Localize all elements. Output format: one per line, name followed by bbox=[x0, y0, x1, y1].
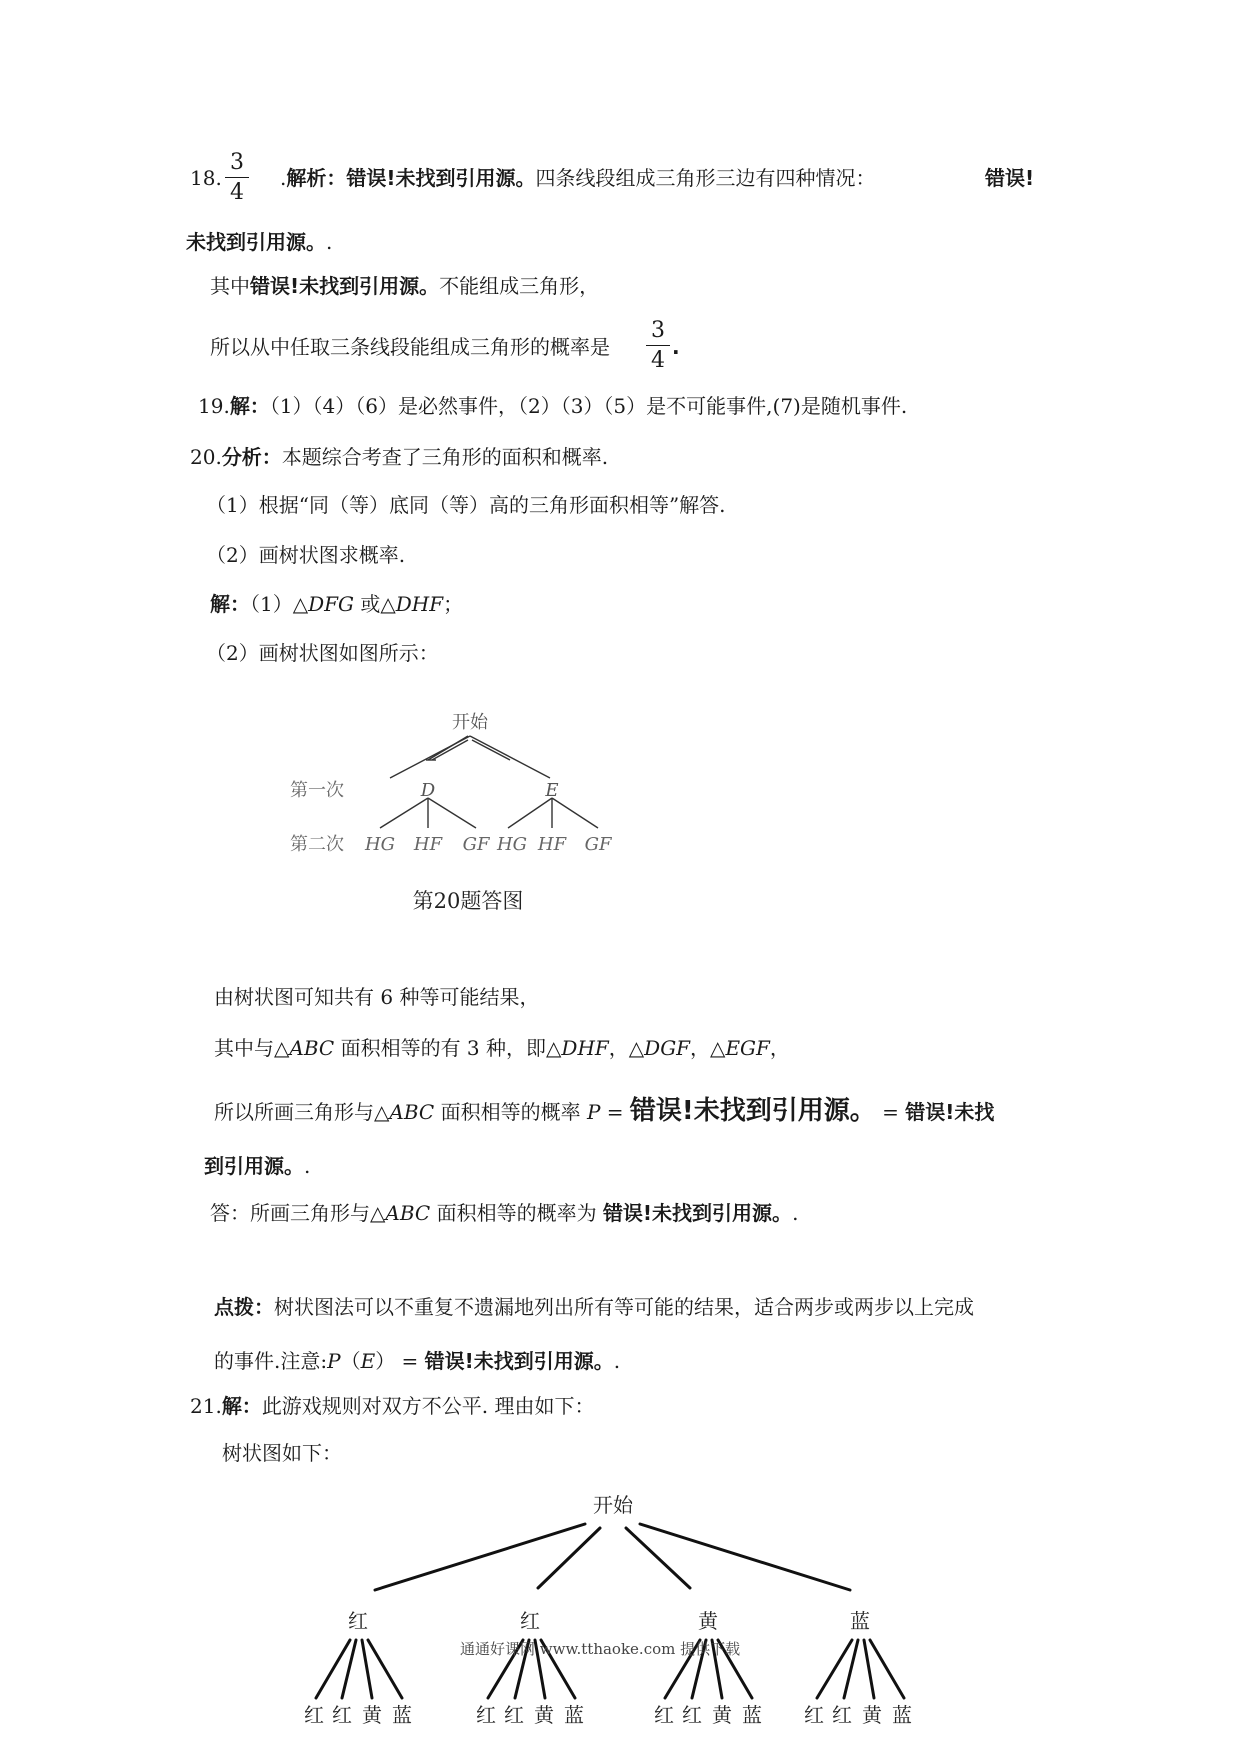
q18-line1-cont: 未找到引用源。. bbox=[186, 230, 333, 254]
tree-leaf: 黄 bbox=[362, 1703, 382, 1727]
analysis-label: 解析： bbox=[286, 166, 347, 190]
tree-leaf: 红 bbox=[504, 1703, 524, 1727]
tree-row1-label: 第一次 bbox=[290, 780, 344, 801]
q20-tree-diagram bbox=[280, 700, 640, 920]
tree-root: 开始 bbox=[452, 712, 488, 733]
tree-leaf: HF bbox=[537, 834, 567, 855]
q18-fraction-2: 3 4 bbox=[646, 318, 670, 373]
tree-leaf: 蓝 bbox=[564, 1703, 584, 1727]
error-ref: 错误!未找到引用源。 bbox=[250, 274, 440, 298]
tree-leaf: 蓝 bbox=[392, 1703, 412, 1727]
error-ref: 错误!未找到引用源。 bbox=[602, 1201, 793, 1225]
watermark: 通通好课网 www.tthaoke.com 提供下载 bbox=[460, 1640, 741, 1658]
tree-node-red-2: 红 bbox=[520, 1609, 540, 1633]
tree-leaf: HF bbox=[413, 834, 443, 855]
q18-line1: .解析：错误!未找到引用源。四条线段组成三角形三边有四种情况： bbox=[280, 166, 876, 190]
q20-analysis: 20.分析：本题综合考查了三角形的面积和概率. bbox=[190, 445, 609, 469]
tree-node-e: E bbox=[545, 780, 559, 801]
tree-leaf: GF bbox=[584, 834, 612, 855]
tree-row2-label: 第二次 bbox=[290, 834, 344, 855]
q20-result3-cont: 到引用源。. bbox=[204, 1154, 311, 1178]
q20-result2: 其中与△ABC 面积相等的有 3 种，即△DHF，△DGF，△EGF， bbox=[214, 1036, 790, 1060]
tree-leaf: HG bbox=[364, 834, 396, 855]
q18-fraction bbox=[225, 150, 249, 205]
q20-solution2: （2）画树状图如图所示： bbox=[206, 641, 439, 665]
solution-label: 解： bbox=[221, 1394, 262, 1418]
q20-tip-cont: 的事件.注意:P（E） = 错误!未找到引用源。. bbox=[214, 1349, 621, 1373]
error-ref: 错误! bbox=[985, 166, 1035, 190]
tree-node-red-1: 红 bbox=[348, 1609, 368, 1633]
analysis-label: 分析： bbox=[221, 445, 282, 469]
tree-leaf: GF bbox=[462, 834, 490, 855]
tree-leaf: 红 bbox=[332, 1703, 352, 1727]
q20-p1: （1）根据“同（等）底同（等）高的三角形面积相等”解答. bbox=[206, 493, 726, 517]
tree-leaf: 黄 bbox=[712, 1703, 732, 1727]
error-ref: 错误!未找 bbox=[905, 1100, 995, 1124]
q18-line3: 所以从中任取三条线段能组成三角形的概率是 bbox=[210, 335, 610, 359]
tree-leaf: 红 bbox=[654, 1703, 674, 1727]
tree-leaf: 红 bbox=[476, 1703, 496, 1727]
error-ref: 错误!未找到引用源。 bbox=[346, 166, 536, 190]
q20-solution1: 解：（1）△DFG 或△DHF； bbox=[210, 592, 464, 616]
tip-label: 点拨： bbox=[214, 1295, 274, 1319]
q20-result1: 由树状图可知共有 6 种等可能结果， bbox=[214, 985, 540, 1009]
tree-root: 开始 bbox=[593, 1493, 633, 1517]
q18-number: 18. bbox=[190, 166, 222, 190]
q20-answer: 答：所画三角形与△ABC 面积相等的概率为 错误!未找到引用源。. bbox=[210, 1201, 799, 1225]
q20-p2: （2）画树状图求概率. bbox=[206, 543, 406, 567]
tree-leaf: 红 bbox=[804, 1703, 824, 1727]
q20-tip: 点拨：树状图法可以不重复不遗漏地列出所有等可能的结果，适合两步或两步以上完成 bbox=[214, 1295, 974, 1319]
tree-node-d: D bbox=[420, 780, 436, 801]
q18-line2: 其中错误!未找到引用源。不能组成三角形， bbox=[210, 274, 600, 298]
error-ref: 错误!未找到引用源。 bbox=[629, 1096, 876, 1126]
tree-leaf: HG bbox=[496, 834, 528, 855]
tree-leaf: 黄 bbox=[534, 1703, 554, 1727]
tree-node-blue: 蓝 bbox=[850, 1609, 870, 1633]
q21-p1: 树状图如下： bbox=[222, 1441, 342, 1465]
fraction-denominator: 4 bbox=[230, 180, 244, 205]
error-ref: 错误!未找到引用源。 bbox=[424, 1349, 614, 1373]
tree-leaf: 蓝 bbox=[742, 1703, 762, 1727]
tree-leaf: 红 bbox=[832, 1703, 852, 1727]
q21-line: 21.解：此游戏规则对双方不公平. 理由如下： bbox=[190, 1394, 595, 1418]
tree-leaf: 红 bbox=[304, 1703, 324, 1727]
q19-line: 19.解：（1）（4）（6）是必然事件，（2）（3）（5）是不可能事件,(7)是随机事件. bbox=[198, 394, 908, 418]
tree-leaf: 黄 bbox=[862, 1703, 882, 1727]
tree-node-yellow: 黄 bbox=[698, 1609, 718, 1633]
tree-caption: 第20题答图 bbox=[412, 889, 524, 913]
q20-result3: 所以所画三角形与△ABC 面积相等的概率 P = 错误!未找到引用源。 = 错误!未找 bbox=[214, 1096, 995, 1126]
tree-leaf: 红 bbox=[682, 1703, 702, 1727]
fraction-numerator: 3 bbox=[230, 150, 244, 175]
solution-label: 解： bbox=[210, 592, 250, 616]
solution-label: 解： bbox=[229, 394, 270, 418]
q21-tree-diagram bbox=[280, 1480, 960, 1730]
tree-leaf: 蓝 bbox=[892, 1703, 912, 1727]
